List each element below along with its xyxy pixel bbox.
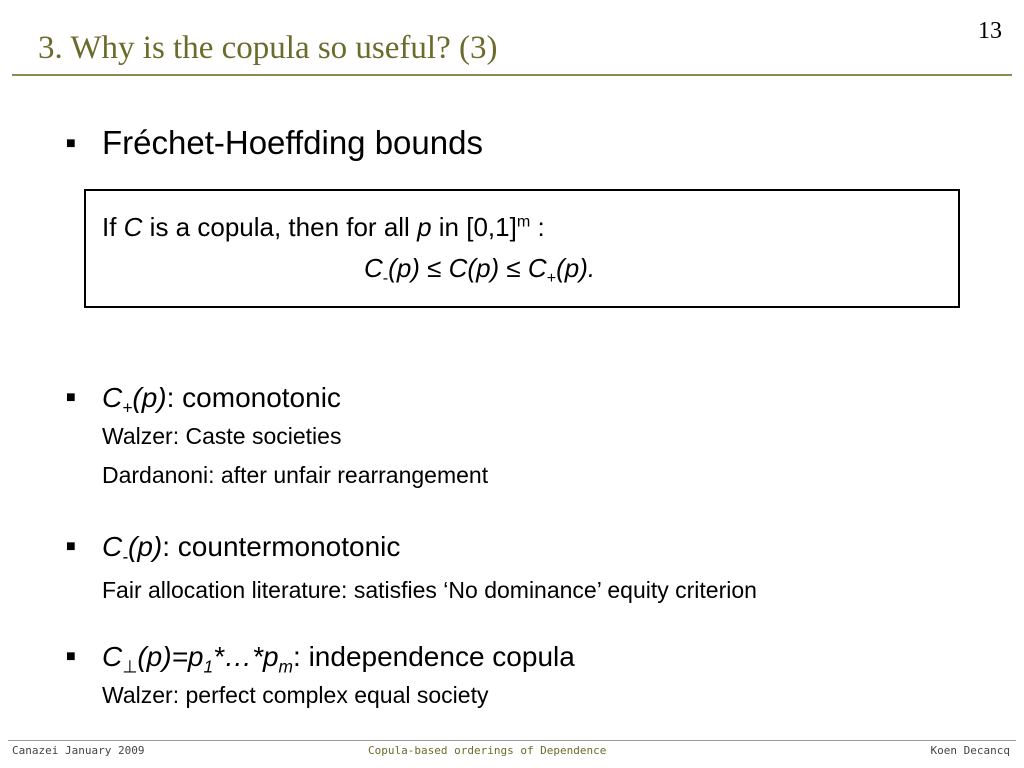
square-bullet-icon: ■ bbox=[66, 538, 76, 555]
footer-author: Koen Decancq bbox=[930, 744, 1010, 757]
bullet-heading: $C_+(p)$: comonotonic bbox=[102, 382, 341, 418]
bullet-heading: $C_-(p)$: countermonotonic bbox=[102, 531, 401, 567]
bullet-heading: Fréchet-Hoeffding bounds bbox=[102, 124, 483, 161]
footer-divider bbox=[8, 740, 1016, 741]
theorem-box bbox=[84, 189, 960, 308]
footer-title: Copula-based orderings of Dependence bbox=[368, 744, 607, 757]
slide-title: 3. Why is the copula so useful? (3) bbox=[38, 30, 498, 66]
theorem-inequality: $C_-(p) \le C(p) \le C_+(p)$. bbox=[364, 253, 596, 288]
bullet-heading: $C_\perp(p)=p_1*\dots*p_m$: independence copula bbox=[102, 641, 575, 677]
square-bullet-icon: ■ bbox=[66, 389, 76, 406]
square-bullet-icon: ■ bbox=[66, 135, 76, 152]
footer-date: Canazei January 2009 bbox=[12, 744, 145, 757]
slide-number: 13 bbox=[978, 18, 1002, 44]
detail-walzer-complex: Walzer: perfect complex equal society bbox=[102, 682, 489, 708]
title-divider bbox=[12, 74, 1012, 76]
theorem-statement: If C is a copula, then for all p in $[0,1]^m$ : bbox=[102, 212, 545, 242]
detail-fair-allocation: Fair allocation literature: satisfies ‘No dominance’ equity criterion bbox=[102, 577, 757, 603]
detail-walzer-caste: Walzer: Caste societies bbox=[102, 423, 342, 449]
square-bullet-icon: ■ bbox=[66, 648, 76, 665]
detail-dardanoni: Dardanoni: after unfair rearrangement bbox=[102, 462, 489, 488]
